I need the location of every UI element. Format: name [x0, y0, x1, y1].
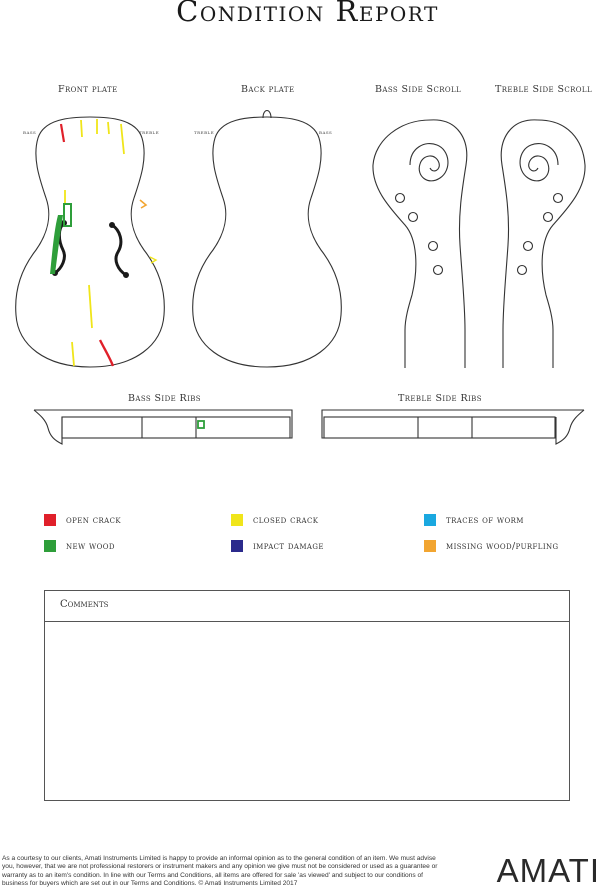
back-plate-label: Back plate	[241, 84, 295, 95]
missing-wood-swatch	[424, 540, 436, 552]
new-wood-mark	[198, 421, 204, 428]
bass-side-scroll-label: Bass Side Scroll	[375, 84, 462, 95]
missing-wood-mark	[140, 200, 146, 208]
open-crack-mark	[100, 340, 113, 366]
closed-crack-swatch	[231, 514, 243, 526]
closed-crack-mark	[121, 124, 124, 154]
back-plate-outline	[193, 111, 342, 368]
comments-box	[44, 590, 570, 801]
back-bass-label: bass	[319, 129, 333, 136]
disclaimer-text: As a courtesy to our clients, Amati Instruments Limited is happy to provide an informal opinion as to the general condition of an item. We must advise you, however, that we are not professional restorers or instrument makers and any opinion we give must not be considered or used as a guarantee or warranty as to an item's condition. In line with our Terms and Conditions, all items are offered for sale 'as viewed' and subject to our conditions of business for buyers which are set out in our Terms and Conditions. © Amati Instruments Limited 2017	[2, 855, 438, 888]
open-crack-swatch	[44, 514, 56, 526]
comments-title: Comments	[60, 599, 109, 610]
back-treble-label: treble	[194, 129, 215, 136]
front-treble-label: treble	[139, 129, 160, 136]
open-crack-mark	[61, 124, 64, 142]
comments-body[interactable]	[45, 622, 569, 800]
front-bass-label: bass	[23, 129, 37, 136]
bass-side-ribs-label: Bass Side Ribs	[128, 393, 201, 404]
legend-missing-wood: missing wood/purfling	[424, 539, 559, 553]
bass-side-scroll-drawing	[373, 120, 467, 368]
treble-side-scroll-label: Treble Side Scroll	[495, 84, 593, 95]
closed-crack-mark	[81, 120, 82, 137]
closed-crack-mark	[72, 342, 74, 366]
impact-damage-swatch	[231, 540, 243, 552]
closed-crack-mark	[108, 122, 109, 134]
treble-side-ribs-drawing	[322, 410, 584, 444]
treble-side-ribs-label: Treble Side Ribs	[398, 393, 482, 404]
comments-header	[45, 591, 569, 622]
legend-traces-of-worm: traces of worm	[424, 513, 524, 527]
legend-new-wood: new wood	[44, 539, 115, 553]
front-damage-marks	[50, 119, 156, 366]
new-wood-swatch	[44, 540, 56, 552]
page-title: Condition Report	[176, 0, 439, 28]
legend-impact-damage: impact damage	[231, 539, 324, 553]
bass-side-ribs-drawing	[34, 410, 292, 444]
traces-of-worm-swatch	[424, 514, 436, 526]
closed-crack-mark	[89, 285, 92, 328]
treble-side-scroll-drawing	[501, 120, 585, 368]
legend-open-crack: open crack	[44, 513, 121, 527]
amati-logo: AMATI	[496, 852, 600, 889]
front-plate-label: Front plate	[58, 84, 118, 95]
legend-closed-crack: closed crack	[231, 513, 318, 527]
front-plate-outline	[16, 117, 165, 367]
f-holes	[53, 221, 129, 278]
